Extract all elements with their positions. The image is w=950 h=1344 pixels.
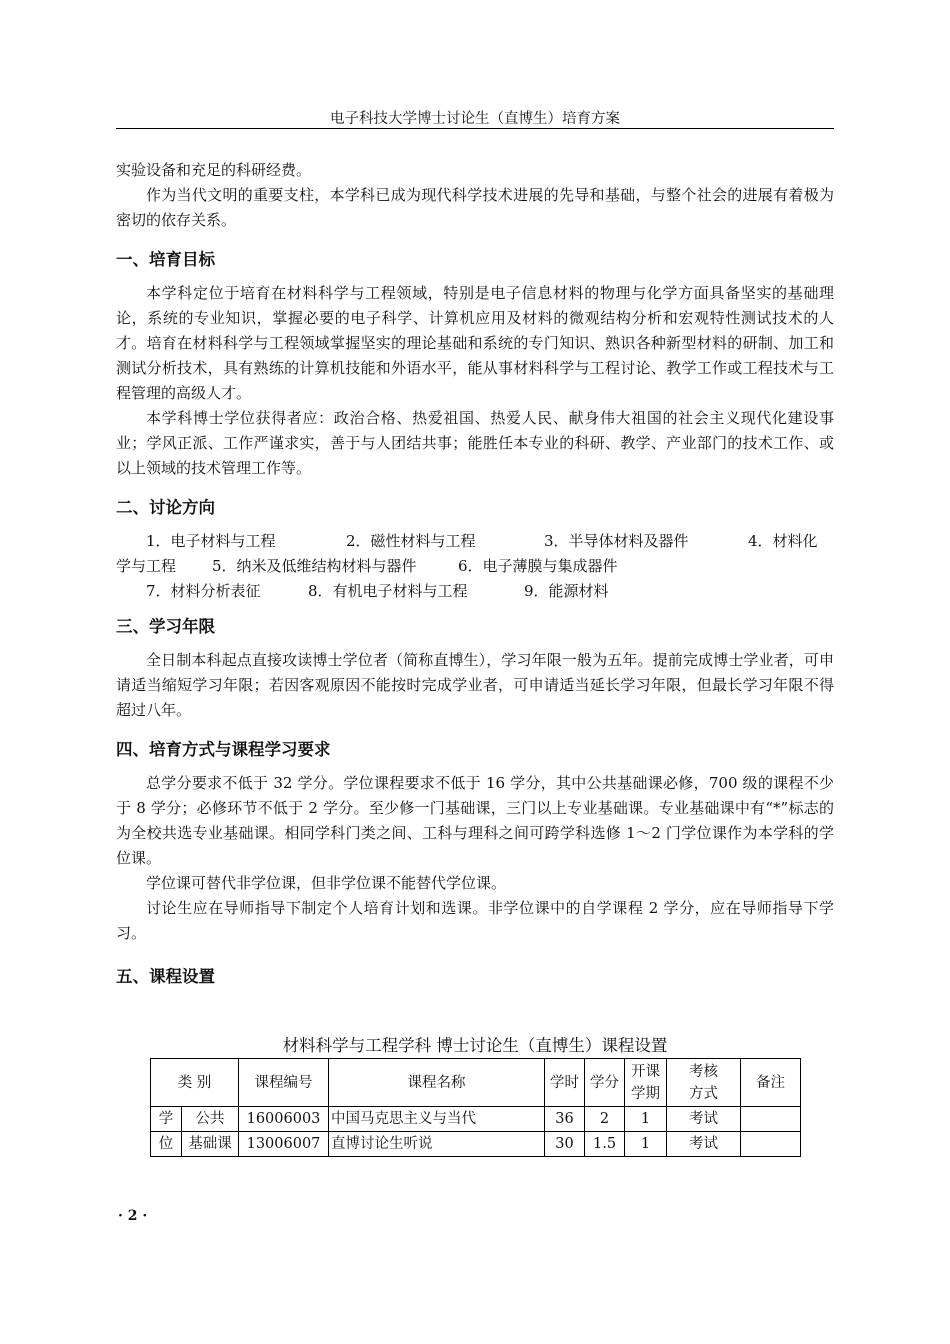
direction-3: 3．半导体材料及器件	[544, 532, 689, 550]
direction-8: 8．有机电子材料与工程	[308, 582, 468, 600]
header-rule	[116, 128, 834, 129]
course-credits: 1.5	[585, 1132, 625, 1157]
directions-line-2	[116, 554, 834, 579]
header-semester-line-1: 开课	[631, 1063, 661, 1080]
header-semester	[625, 1059, 667, 1107]
header-name: 课程名称	[329, 1059, 545, 1107]
subgroup-cell-a: 公共	[182, 1107, 239, 1132]
direction-4-continued: 学与工程	[116, 557, 177, 575]
header-exam-line-1: 考核	[689, 1063, 719, 1080]
course-hours: 36	[545, 1107, 585, 1132]
section-2-title: 二、讨论方向	[116, 498, 215, 517]
section-4-title: 四、培育方式与课程学习要求	[116, 740, 331, 759]
direction-7: 7．材料分析表征	[146, 582, 261, 600]
intro-paragraph: 作为当代文明的重要支柱，本学科已成为现代科学技术进展的先导和基础，与整个社会的进展有着极为密切的依存关系。	[116, 186, 834, 229]
course-table	[150, 1058, 801, 1157]
course-exam: 考试	[667, 1132, 741, 1157]
course-note	[741, 1107, 801, 1132]
section-1-paragraph-2: 本学科博士学位获得者应：政治合格、热爱祖国、热爱人民、献身伟大祖国的社会主义现代化建设事业；学风正派、工作严谨求实，善于与人团结共事；能胜任本专业的科研、教学、产业部门的技术工作、或以上领域的技术管理工作等。	[116, 409, 834, 477]
table-row	[151, 1107, 801, 1132]
direction-1: 1．电子材料与工程	[146, 532, 276, 550]
section-5-title: 五、课程设置	[116, 967, 215, 986]
group-cell-b: 位	[151, 1132, 182, 1157]
direction-6: 6．电子薄膜与集成器件	[458, 557, 618, 575]
directions-line-1	[116, 529, 834, 554]
course-name: 直博讨论生听说	[329, 1132, 545, 1157]
table-row	[151, 1132, 801, 1157]
intro-line-1: 实验设备和充足的科研经费。	[116, 161, 312, 179]
section-1-title: 一、培育目标	[116, 250, 215, 269]
header-semester-line-2: 学期	[631, 1085, 661, 1102]
course-code: 16006003	[239, 1107, 329, 1132]
direction-5: 5．纳米及低维结构材料与器件	[212, 557, 417, 575]
page-number: · 2 ·	[118, 1208, 148, 1224]
course-semester: 1	[625, 1107, 667, 1132]
header-category: 类 别	[151, 1059, 239, 1107]
section-1-paragraph-1: 本学科定位于培育在材料科学与工程领域，特别是电子信息材料的物理与化学方面具备坚实的基础理论，系统的专业知识，掌握必要的电子科学、计算机应用及材料的微观结构分析和宏观特性测试技术的人才。培育在材料科学与工程领域掌握坚实的理论基础和系统的专门知识、熟识各种新型材料的研制、加工和测试分析技术，具有熟练的计算机技能和外语水平，能从事材料科学与工程讨论、教学工作或工程技术与工程管理的高级人才。	[116, 284, 834, 402]
course-hours: 30	[545, 1132, 585, 1157]
table-header-row	[151, 1059, 801, 1107]
header-hours: 学时	[545, 1059, 585, 1107]
course-semester: 1	[625, 1132, 667, 1157]
group-cell-a: 学	[151, 1107, 182, 1132]
header-credits: 学分	[585, 1059, 625, 1107]
directions-line-3	[116, 579, 834, 604]
direction-9: 9．能源材料	[524, 582, 609, 600]
section-4-paragraph-2: 学位课可替代非学位课，但非学位课不能替代学位课。	[146, 874, 507, 892]
section-3-title: 三、学习年限	[116, 617, 215, 636]
course-credits: 2	[585, 1107, 625, 1132]
section-4-paragraph-3: 讨论生应在导师指导下制定个人培育计划和选课。非学位课中的自学课程 2 学分，应在导师指导下学习。	[116, 899, 834, 942]
course-exam: 考试	[667, 1107, 741, 1132]
course-note	[741, 1132, 801, 1157]
subgroup-cell-b: 基础课	[182, 1132, 239, 1157]
page-header: 电子科技大学博士讨论生（直博生）培育方案	[330, 111, 620, 127]
direction-2: 2．磁性材料与工程	[346, 532, 476, 550]
header-exam	[667, 1059, 741, 1107]
section-3-paragraph: 全日制本科起点直接攻读博士学位者（简称直博生），学习年限一般为五年。提前完成博士学业者，可申请适当缩短学习年限；若因客观原因不能按时完成学业者，可申请适当延长学习年限，但最长学习年限不得超过八年。	[116, 651, 834, 719]
header-note: 备注	[741, 1059, 801, 1107]
course-code: 13006007	[239, 1132, 329, 1157]
header-code: 课程编号	[239, 1059, 329, 1107]
direction-4: 4．材料化	[748, 532, 818, 550]
course-name: 中国马克思主义与当代	[329, 1107, 545, 1132]
section-4-paragraph-1: 总学分要求不低于 32 学分。学位课程要求不低于 16 学分，其中公共基础课必修，700 级的课程不少于 8 学分；必修环节不低于 2 学分。至少修一门基础课，三门以上专业基础课。专业基础课中有“*”标志的为全校共选专业基础课。相同学科门类之间、工科与理科之间可跨学科选修 1～2 门学位课作为本学科的学位课。	[116, 774, 834, 867]
document-body	[116, 158, 834, 990]
header-exam-line-2: 方式	[689, 1085, 719, 1102]
table-title: 材料科学与工程学科 博士讨论生（直博生）课程设置	[282, 1036, 668, 1055]
